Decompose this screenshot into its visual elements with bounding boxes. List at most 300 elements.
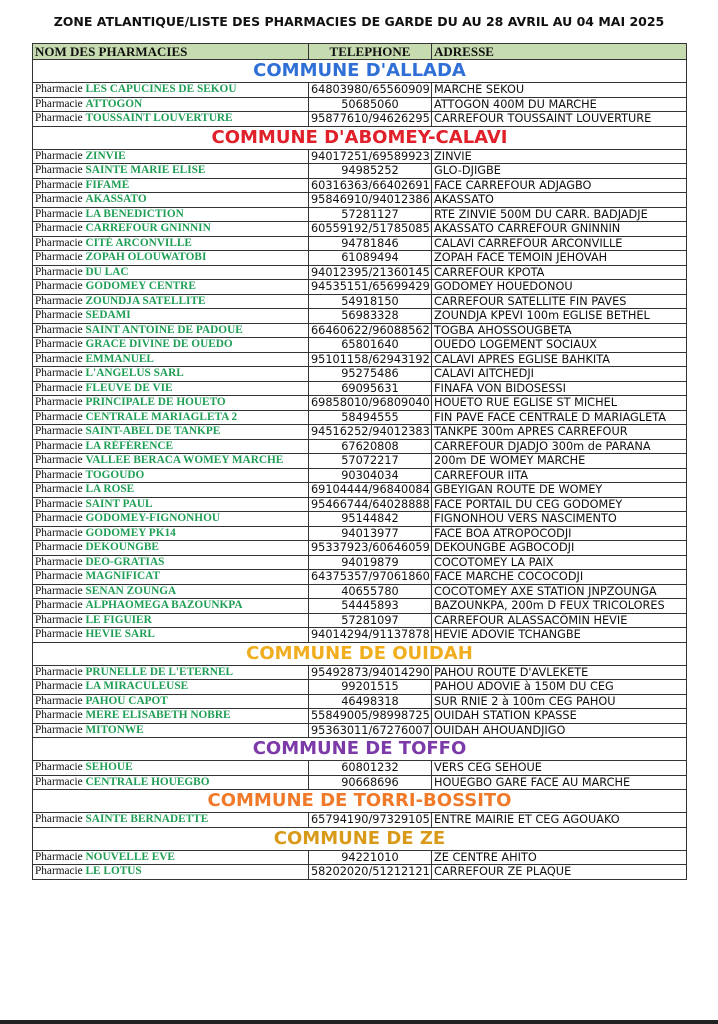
pharmacy-prefix: Pharmacie (35, 97, 83, 110)
pharmacy-name-cell (33, 280, 309, 295)
pharmacy-name-cell (33, 723, 309, 738)
pharmacy-name-cell (33, 178, 309, 193)
table-row (33, 813, 687, 828)
pharmacy-prefix: Pharmacie (35, 309, 83, 322)
pharmacy-telephone: 50685060 (309, 97, 432, 112)
table-row (33, 541, 687, 556)
pharmacy-name-cell (33, 236, 309, 251)
commune-name: COMMUNE DE TOFFO (33, 738, 687, 761)
pharmacy-name: SAINT-ABEL DE TANKPE (85, 425, 221, 438)
table-row (33, 410, 687, 425)
pharmacy-prefix: Pharmacie (35, 396, 83, 409)
pharmacy-name: SEHOUE (85, 761, 133, 774)
pharmacy-name-cell (33, 865, 309, 880)
pharmacy-prefix: Pharmacie (35, 555, 83, 568)
table-row (33, 309, 687, 324)
pharmacy-name: SAINT PAUL (85, 497, 153, 510)
pharmacy-prefix: Pharmacie (35, 628, 83, 641)
pharmacy-prefix: Pharmacie (35, 178, 83, 191)
table-row (33, 865, 687, 880)
pharmacy-address: ZOPAH FACE TEMOIN JEHOVAH (432, 251, 687, 266)
pharmacy-prefix: Pharmacie (35, 865, 83, 878)
pharmacy-name: GODOMEY-FIGNONHOU (85, 512, 221, 525)
pharmacy-name: SAINT ANTOINE DE PADOUE (85, 323, 243, 336)
commune-header-row (33, 790, 687, 813)
table-row (33, 323, 687, 338)
pharmacy-telephone: 99201515 (309, 680, 432, 695)
pharmacy-prefix: Pharmacie (35, 265, 83, 278)
pharmacy-name: LE FIGUIER (85, 613, 152, 626)
pharmacy-name-cell (33, 396, 309, 411)
pharmacy-name: DEKOUNGBE (85, 541, 159, 554)
pharmacy-table (32, 43, 687, 880)
pharmacy-telephone: 69858010/96809040 (309, 396, 432, 411)
table-row (33, 497, 687, 512)
pharmacy-address: OUEDO LOGEMENT SOCIAUX (432, 338, 687, 353)
pharmacy-name-cell (33, 584, 309, 599)
pharmacy-name-cell (33, 439, 309, 454)
pharmacy-name: LA MIRACULEUSE (85, 680, 189, 693)
pharmacy-telephone: 95337923/60646059 (309, 541, 432, 556)
pharmacy-name: MAGNIFICAT (85, 570, 160, 583)
pharmacy-name-cell (33, 149, 309, 164)
pharmacy-name-cell (33, 338, 309, 353)
pharmacy-name: HEVIE SARL (85, 628, 155, 641)
pharmacy-name-cell (33, 483, 309, 498)
pharmacy-telephone: 95144842 (309, 512, 432, 527)
pharmacy-name: CENTRALE HOUEGBO (85, 775, 210, 788)
pharmacy-name-cell (33, 570, 309, 585)
pharmacy-name: EMMANUEL (85, 352, 154, 365)
table-row (33, 709, 687, 724)
pharmacy-name-cell (33, 309, 309, 324)
table-row (33, 164, 687, 179)
pharmacy-address: COCOTOMEY AXE STATION JNPZOUNGA (432, 584, 687, 599)
pharmacy-telephone: 90304034 (309, 468, 432, 483)
pharmacy-prefix: Pharmacie (35, 570, 83, 583)
pharmacy-telephone: 55849005/98998725 (309, 709, 432, 724)
pharmacy-telephone: 94221010 (309, 850, 432, 865)
pharmacy-prefix: Pharmacie (35, 761, 83, 774)
pharmacy-prefix: Pharmacie (35, 468, 83, 481)
pharmacy-name-cell (33, 694, 309, 709)
pharmacy-telephone: 94017251/69589923 (309, 149, 432, 164)
pharmacy-telephone: 65794190/97329105 (309, 813, 432, 828)
pharmacy-prefix: Pharmacie (35, 584, 83, 597)
pharmacy-telephone: 60316363/66402691 (309, 178, 432, 193)
pharmacy-name-cell (33, 367, 309, 382)
table-row (33, 381, 687, 396)
pharmacy-address: ATTOGON 400M DU MARCHE (432, 97, 687, 112)
pharmacy-address: HOUEGBO GARE FACE AU MARCHE (432, 775, 687, 790)
pharmacy-name-cell (33, 497, 309, 512)
pharmacy-telephone: 40655780 (309, 584, 432, 599)
pharmacy-telephone: 94781846 (309, 236, 432, 251)
table-row (33, 483, 687, 498)
pharmacy-name-cell (33, 813, 309, 828)
table-row (33, 83, 687, 98)
pharmacy-name-cell (33, 207, 309, 222)
pharmacy-name-cell (33, 555, 309, 570)
pharmacy-address: SUR RNIE 2 à 100m CEG PAHOU (432, 694, 687, 709)
pharmacy-prefix: Pharmacie (35, 439, 83, 452)
pharmacy-prefix: Pharmacie (35, 680, 83, 693)
pharmacy-address: ZOUNDJA KPEVI 100m EGLISE BETHEL (432, 309, 687, 324)
pharmacy-address: OUIDAH STATION KPASSE (432, 709, 687, 724)
header-telephone: TELEPHONE (309, 44, 432, 60)
pharmacy-telephone: 94985252 (309, 164, 432, 179)
commune-name: COMMUNE DE ZE (33, 827, 687, 850)
pharmacy-name-cell (33, 665, 309, 680)
commune-name: COMMUNE D'ALLADA (33, 60, 687, 83)
pharmacy-telephone: 66460622/96088562 (309, 323, 432, 338)
table-row (33, 599, 687, 614)
pharmacy-address: CARREFOUR TOUSSAINT LOUVERTURE (432, 112, 687, 127)
table-row (33, 207, 687, 222)
pharmacy-prefix: Pharmacie (35, 454, 83, 467)
table-row (33, 468, 687, 483)
table-row (33, 570, 687, 585)
pharmacy-telephone: 95466744/64028888 (309, 497, 432, 512)
pharmacy-address: AKASSATO (432, 193, 687, 208)
table-header-row (33, 44, 687, 60)
pharmacy-address: CALAVI APRES EGLISE BAHKITA (432, 352, 687, 367)
pharmacy-address: HEVIE ADOVIE TCHANGBE (432, 628, 687, 643)
pharmacy-name: ZOUNDJA SATELLITE (85, 294, 206, 307)
pharmacy-address: CARREFOUR ALASSACÖMIN HEVIE (432, 613, 687, 628)
pharmacy-telephone: 69095631 (309, 381, 432, 396)
table-row (33, 236, 687, 251)
pharmacy-prefix: Pharmacie (35, 694, 83, 707)
header-name: NOM DES PHARMACIES (33, 44, 309, 60)
pharmacy-prefix: Pharmacie (35, 112, 83, 125)
pharmacy-name-cell (33, 222, 309, 237)
pharmacy-name: MERE ELISABETH NOBRE (85, 709, 231, 722)
pharmacy-name: GODOMEY PK14 (85, 526, 176, 539)
pharmacy-name: LA RÉFÉRENCE (85, 439, 174, 452)
pharmacy-telephone: 95846910/94012386 (309, 193, 432, 208)
table-row (33, 723, 687, 738)
pharmacy-address: FACE MARCHE COCOCODJI (432, 570, 687, 585)
pharmacy-address: CARREFOUR SATELLITE FIN PAVES (432, 294, 687, 309)
pharmacy-telephone: 95363011/67276007 (309, 723, 432, 738)
pharmacy-name-cell (33, 468, 309, 483)
pharmacy-prefix: Pharmacie (35, 613, 83, 626)
table-row (33, 294, 687, 309)
pharmacy-prefix: Pharmacie (35, 850, 83, 863)
pharmacy-name: TOGOUDO (85, 468, 145, 481)
table-row (33, 193, 687, 208)
commune-header-row (33, 738, 687, 761)
pharmacy-prefix: Pharmacie (35, 483, 83, 496)
pharmacy-name-cell (33, 613, 309, 628)
table-row (33, 178, 687, 193)
table-row (33, 665, 687, 680)
pharmacy-telephone: 94516252/94012383 (309, 425, 432, 440)
table-row (33, 628, 687, 643)
pharmacy-telephone: 94014294/91137878 (309, 628, 432, 643)
table-row (33, 775, 687, 790)
pharmacy-address: PAHOU ADOVIE à 150M DU CEG (432, 680, 687, 695)
pharmacy-name: GODOMEY CENTRE (85, 280, 196, 293)
pharmacy-name: CENTRALE MARIAGLETA 2 (85, 410, 238, 423)
pharmacy-address: ZE CENTRE AHITO (432, 850, 687, 865)
pharmacy-prefix: Pharmacie (35, 323, 83, 336)
pharmacy-name: LE LOTUS (85, 865, 142, 878)
table-row (33, 694, 687, 709)
table-row (33, 97, 687, 112)
pharmacy-prefix: Pharmacie (35, 193, 83, 206)
pharmacy-address: GBEYIGAN ROUTE DE WOMEY (432, 483, 687, 498)
pharmacy-address: CARREFOUR KPOTA (432, 265, 687, 280)
pharmacy-address: TANKPE 300m APRES CARREFOUR (432, 425, 687, 440)
pharmacy-prefix: Pharmacie (35, 207, 83, 220)
pharmacy-name-cell (33, 709, 309, 724)
table-row (33, 352, 687, 367)
pharmacy-telephone: 60559192/51785085 (309, 222, 432, 237)
pharmacy-address: FINAFA VON BIDOSESSI (432, 381, 687, 396)
pharmacy-prefix: Pharmacie (35, 665, 83, 678)
pharmacy-prefix: Pharmacie (35, 512, 83, 525)
pharmacy-telephone: 95101158/62943192 (309, 352, 432, 367)
commune-name: COMMUNE DE OUIDAH (33, 642, 687, 665)
pharmacy-name-cell (33, 680, 309, 695)
pharmacy-telephone: 57281097 (309, 613, 432, 628)
table-row (33, 280, 687, 295)
pharmacy-name: LA ROSE (85, 483, 135, 496)
table-row (33, 555, 687, 570)
pharmacy-prefix: Pharmacie (35, 775, 83, 788)
pharmacy-name: L'ANGELUS SARL (85, 367, 184, 380)
pharmacy-name-cell (33, 775, 309, 790)
pharmacy-prefix: Pharmacie (35, 352, 83, 365)
pharmacy-prefix: Pharmacie (35, 541, 83, 554)
pharmacy-address: CARREFOUR DJADJO 300m de PARANA (432, 439, 687, 454)
pharmacy-address: FIGNONHOU VERS NASCIMENTO (432, 512, 687, 527)
table-row (33, 265, 687, 280)
pharmacy-address: OUIDAH AHOUANDJIGO (432, 723, 687, 738)
commune-name: COMMUNE DE TORRI-BOSSITO (33, 790, 687, 813)
pharmacy-name-cell (33, 761, 309, 776)
commune-header-row (33, 642, 687, 665)
pharmacy-telephone: 64803980/65560909 (309, 83, 432, 98)
pharmacy-name: PAHOU CAPOT (85, 694, 168, 707)
pharmacy-prefix: Pharmacie (35, 425, 83, 438)
pharmacy-address: FACE PORTAIL DU CEG GODOMEY (432, 497, 687, 512)
pharmacy-name: DEO-GRATIAS (85, 555, 165, 568)
pharmacy-telephone: 57281127 (309, 207, 432, 222)
table-row (33, 425, 687, 440)
pharmacy-telephone: 94013977 (309, 526, 432, 541)
pharmacy-name: CARREFOUR GNINNIN (85, 222, 211, 235)
pharmacy-name-cell (33, 599, 309, 614)
pharmacy-name-cell (33, 454, 309, 469)
pharmacy-prefix: Pharmacie (35, 709, 83, 722)
pharmacy-prefix: Pharmacie (35, 381, 83, 394)
pharmacy-telephone: 46498318 (309, 694, 432, 709)
table-row (33, 454, 687, 469)
pharmacy-prefix: Pharmacie (35, 813, 83, 826)
pharmacy-address: MARCHE SEKOU (432, 83, 687, 98)
table-row (33, 761, 687, 776)
pharmacy-name: DU LAC (85, 265, 129, 278)
document-title: ZONE ATLANTIQUE/LISTE DES PHARMACIES DE GARDE DU AU 28 AVRIL AU 04 MAI 2025 (53, 14, 665, 29)
table-body (33, 60, 687, 880)
pharmacy-prefix: Pharmacie (35, 367, 83, 380)
pharmacy-name-cell (33, 112, 309, 127)
pharmacy-name: ZOPAH OLOUWATOBI (85, 251, 207, 264)
pharmacy-name-cell (33, 97, 309, 112)
pharmacy-address: AKASSATO CARREFOUR GNINNIN (432, 222, 687, 237)
pharmacy-name: GRACE DIVINE DE OUEDO (85, 338, 233, 351)
pharmacy-telephone: 94019879 (309, 555, 432, 570)
pharmacy-address: RTE ZINVIE 500M DU CARR. BADJADJE (432, 207, 687, 222)
pharmacy-name-cell (33, 294, 309, 309)
table-row (33, 850, 687, 865)
pharmacy-address: VERS CEG SEHOUE (432, 761, 687, 776)
pharmacy-telephone: 65801640 (309, 338, 432, 353)
pharmacy-name: ATTOGON (85, 97, 143, 110)
pharmacy-address: CALAVI AITCHEDJI (432, 367, 687, 382)
pharmacy-prefix: Pharmacie (35, 164, 83, 177)
pharmacy-name: AKASSATO (85, 193, 147, 206)
table-row (33, 584, 687, 599)
table-row (33, 222, 687, 237)
pharmacy-name-cell (33, 526, 309, 541)
bottom-edge (0, 1020, 718, 1024)
commune-header-row (33, 827, 687, 850)
pharmacy-address: CALAVI CARREFOUR ARCONVILLE (432, 236, 687, 251)
table-row (33, 149, 687, 164)
pharmacy-address: COCOTOMEY LA PAIX (432, 555, 687, 570)
pharmacy-prefix: Pharmacie (35, 723, 83, 736)
pharmacy-telephone: 60801232 (309, 761, 432, 776)
pharmacy-name-cell (33, 193, 309, 208)
pharmacy-address: HOUETO RUE EGLISE ST MICHEL (432, 396, 687, 411)
pharmacy-name: ALPHAOMEGA BAZOUNKPA (85, 599, 243, 612)
pharmacy-prefix: Pharmacie (35, 83, 83, 96)
pharmacy-address: TOGBA AHOSSOUGBETA (432, 323, 687, 338)
pharmacy-name: ZINVIE (85, 149, 126, 162)
pharmacy-telephone: 58494555 (309, 410, 432, 425)
pharmacy-telephone: 67620808 (309, 439, 432, 454)
pharmacy-prefix: Pharmacie (35, 410, 83, 423)
pharmacy-name-cell (33, 512, 309, 527)
pharmacy-address: ZINVIE (432, 149, 687, 164)
pharmacy-address: CARREFOUR ZE PLAQUE (432, 865, 687, 880)
pharmacy-prefix: Pharmacie (35, 526, 83, 539)
pharmacy-name: SENAN ZOUNGA (85, 584, 177, 597)
pharmacy-telephone: 57072217 (309, 454, 432, 469)
pharmacy-address: BAZOUNKPA, 200m D FEUX TRICOLORES (432, 599, 687, 614)
table-row (33, 613, 687, 628)
pharmacy-telephone: 95275486 (309, 367, 432, 382)
pharmacy-name: FIFAMÈ (85, 178, 130, 191)
pharmacy-name-cell (33, 164, 309, 179)
pharmacy-name: SAINTE MARIE ELISE (85, 164, 206, 177)
pharmacy-telephone: 90668696 (309, 775, 432, 790)
pharmacy-name: LA BENEDICTION (85, 207, 184, 220)
pharmacy-prefix: Pharmacie (35, 599, 83, 612)
commune-name: COMMUNE D'ABOMEY-CALAVI (33, 126, 687, 149)
table-row (33, 512, 687, 527)
pharmacy-prefix: Pharmacie (35, 338, 83, 351)
pharmacy-name-cell (33, 381, 309, 396)
table-row (33, 367, 687, 382)
pharmacy-address: GODOMEY HOUEDONOU (432, 280, 687, 295)
pharmacy-name-cell (33, 850, 309, 865)
pharmacy-address: DEKOUNGBE AGBOCODJI (432, 541, 687, 556)
table-row (33, 112, 687, 127)
pharmacy-prefix: Pharmacie (35, 251, 83, 264)
pharmacy-prefix: Pharmacie (35, 497, 83, 510)
table-row (33, 396, 687, 411)
pharmacy-telephone: 94012395/21360145 (309, 265, 432, 280)
pharmacy-prefix: Pharmacie (35, 236, 83, 249)
pharmacy-name: PRUNELLE DE L'ETERNEL (85, 665, 234, 678)
pharmacy-telephone: 54445893 (309, 599, 432, 614)
pharmacy-name: PRINCIPALE DE HOUETO (85, 396, 226, 409)
commune-header-row (33, 60, 687, 83)
pharmacy-name-cell (33, 323, 309, 338)
pharmacy-name: SAINTE BERNADETTE (85, 813, 209, 826)
table-row (33, 680, 687, 695)
pharmacy-prefix: Pharmacie (35, 280, 83, 293)
pharmacy-address: GLO-DJIGBE (432, 164, 687, 179)
pharmacy-name-cell (33, 628, 309, 643)
commune-header-row (33, 126, 687, 149)
pharmacy-telephone: 94535151/65699429 (309, 280, 432, 295)
pharmacy-address: CARREFOUR IITA (432, 468, 687, 483)
pharmacy-telephone: 58202020/51212121 (309, 865, 432, 880)
pharmacy-name-cell (33, 352, 309, 367)
pharmacy-address: ENTRE MAIRIE ET CEG AGOUAKO (432, 813, 687, 828)
pharmacy-name: FLEUVE DE VIE (85, 381, 173, 394)
pharmacy-address: PAHOU ROUTE D'AVLEKETE (432, 665, 687, 680)
pharmacy-prefix: Pharmacie (35, 294, 83, 307)
pharmacy-telephone: 61089494 (309, 251, 432, 266)
pharmacy-telephone: 95877610/94626295 (309, 112, 432, 127)
pharmacy-name-cell (33, 251, 309, 266)
pharmacy-telephone: 64375357/97061860 (309, 570, 432, 585)
pharmacy-name: NOUVELLE EVE (85, 850, 175, 863)
pharmacy-name: LES CAPUCINES DE SEKOU (85, 83, 237, 96)
pharmacy-name: CITÉ ARCONVILLE (85, 236, 192, 249)
pharmacy-telephone: 56983328 (309, 309, 432, 324)
pharmacy-address: FIN PAVE FACE CENTRALE D MARIAGLETA (432, 410, 687, 425)
pharmacy-address: FACE BOA ATROPOCODJI (432, 526, 687, 541)
pharmacy-prefix: Pharmacie (35, 222, 83, 235)
pharmacy-telephone: 54918150 (309, 294, 432, 309)
pharmacy-name-cell (33, 425, 309, 440)
pharmacy-name: VALLEE BERACA WOMEY MARCHE (85, 454, 284, 467)
table-row (33, 526, 687, 541)
pharmacy-telephone: 95492873/94014290 (309, 665, 432, 680)
pharmacy-address: FACE CARREFOUR ADJAGBO (432, 178, 687, 193)
table-row (33, 338, 687, 353)
pharmacy-address: 200m DE WOMEY MARCHE (432, 454, 687, 469)
pharmacy-name-cell (33, 410, 309, 425)
pharmacy-telephone: 69104444/96840084 (309, 483, 432, 498)
table-row (33, 439, 687, 454)
table-row (33, 251, 687, 266)
pharmacy-name-cell (33, 83, 309, 98)
pharmacy-prefix: Pharmacie (35, 149, 83, 162)
pharmacy-name-cell (33, 541, 309, 556)
pharmacy-name: SEDAMI (85, 309, 131, 322)
header-address: ADRESSE (432, 44, 687, 60)
pharmacy-name: MITONWE (85, 723, 144, 736)
